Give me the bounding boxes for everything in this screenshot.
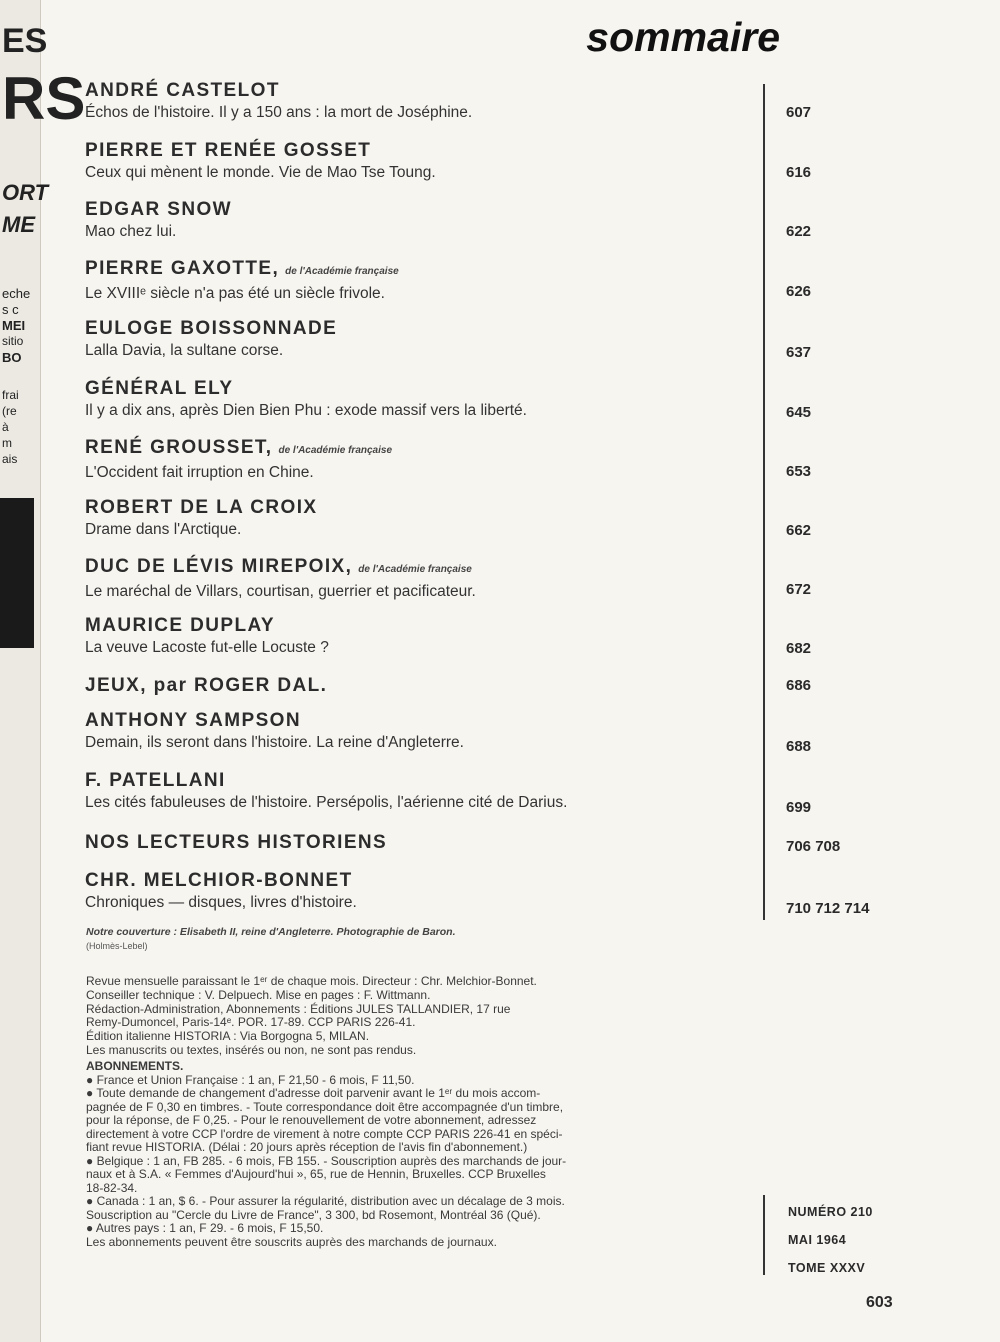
toc-entry[interactable] [85,80,765,124]
facing-page-fragment: ais [2,452,18,466]
issue-number: NUMÉRO 210 [788,1205,873,1219]
entry-author: DUC DE LÉVIS MIREPOIX, de l'Académie française [85,556,472,577]
entry-page-number: 662 [786,522,812,539]
entry-author: ROBERT DE LA CROIX [85,497,318,518]
entry-author: EDGAR SNOW [85,199,232,220]
entry-author: PIERRE GAXOTTE, de l'Académie française [85,258,399,279]
subscriptions-line: ● Canada : 1 an, $ 6. - Pour assurer la régularité, distribution avec un décalage de 3 mois. [86,1194,565,1208]
toc-entry[interactable] [85,258,765,305]
masthead-line: Revue mensuelle paraissant le 1ᵉʳ de chaque mois. Directeur : Chr. Melchior-Bonnet. [86,974,537,988]
toc-entry[interactable] [85,140,765,184]
entry-description: Le maréchal de Villars, courtisan, guerrier et pacificateur. [85,583,476,600]
issue-tome: TOME XXXV [788,1261,866,1275]
facing-page-fragment: sitio [2,334,24,348]
facing-page-fragment: eche [2,286,31,301]
entry-page-number: 672 [786,581,812,598]
masthead-line: Les manuscrits ou textes, insérés ou non, ne sont pas rendus. [86,1042,417,1057]
subscriptions-line: Souscription au "Cercle du Livre de France", 3 300, bd Rosemont, Montréal 36 (Qué). [86,1207,541,1222]
entry-page-number: 607 [786,104,812,121]
entry-page-number: 626 [786,283,812,300]
cover-photo-credit: (Holmès-Lebel) [86,941,148,951]
entry-description: Ceux qui mènent le monde. Vie de Mao Tse Toung. [85,164,436,181]
entry-page-number: 645 [786,404,812,421]
entry-author: MAURICE DUPLAY [85,615,275,636]
masthead-line: Édition italienne HISTORIA : Via Borgogna 5, MILAN. [86,1029,370,1044]
entry-description: Il y a dix ans, après Dien Bien Phu : exode massif vers la liberté. [85,402,527,419]
facing-page-fragment: ORT [2,180,49,205]
subscriptions-line: ● Belgique : 1 an, FB 285. - 6 mois, FB 155. - Souscription auprès des marchands de jour- [86,1153,567,1168]
subscriptions-heading: ABONNEMENTS. [86,1059,184,1073]
subscriptions-block [86,1060,746,1249]
toc-entry[interactable] [85,437,765,484]
entry-page-number: 706 708 [786,838,841,855]
facing-page-fragment: BO [2,350,22,365]
entry-description: Mao chez lui. [85,223,177,240]
entry-description: La veuve Lacoste fut-elle Locuste ? [85,639,329,656]
entry-page-number: 682 [786,640,812,657]
facing-page-strip [0,0,86,1342]
subscriptions-line: naux et à S.A. « Femmes d'Aujourd'hui », 65, rue de Hennin, Bruxelles. CCP Bruxelles [86,1167,546,1181]
entry-page-number: 710 712 714 [786,900,870,917]
facing-page-fragment: ME [2,212,35,237]
subscriptions-line: fiant revue HISTORIA. (Délai : 20 jours après réception de l'avis fin d'abonnement.) [86,1140,528,1154]
entry-page-number: 688 [786,738,812,755]
entry-author: RENÉ GROUSSET, de l'Académie française [85,437,393,458]
subscriptions-line: pour la réponse, de F 0,25. - Pour le renouvellement de votre abonnement, adressez [86,1113,537,1127]
academy-note: de l'Académie française [278,445,393,456]
masthead-block [86,975,746,1058]
issue-rule [763,1195,765,1275]
toc-entry[interactable] [85,832,765,854]
entry-description: Les cités fabuleuses de l'histoire. Persépolis, l'aérienne cité de Darius. [85,794,568,811]
facing-page-fragment: MEI [2,318,26,333]
entry-page-number: 686 [786,677,812,694]
toc-entry[interactable] [85,556,765,603]
toc-entry[interactable] [85,710,765,754]
toc-entry[interactable] [85,770,765,814]
page-folio: 603 [866,1294,893,1311]
facing-page-fragment: à [2,420,9,434]
entry-author: JEUX, par ROGER DAL. [85,675,328,696]
toc-entry[interactable] [85,318,765,362]
entry-author: CHR. MELCHIOR-BONNET [85,870,353,891]
page-title: sommaire [586,14,780,60]
entry-page-number: 637 [786,344,812,361]
subscriptions-line: ● France et Union Française : 1 an, F 21,50 - 6 mois, F 11,50. [86,1072,415,1087]
cover-caption: Notre couverture : Elisabeth II, reine d'Angleterre. Photographie de Baron. [86,926,456,938]
entry-description: Chroniques — disques, livres d'histoire. [85,894,357,911]
toc-entry[interactable] [85,199,765,243]
entry-author: PIERRE ET RENÉE GOSSET [85,140,372,161]
toc-entry[interactable] [85,615,765,659]
entry-author: ANTHONY SAMPSON [85,710,301,731]
toc-entry[interactable] [85,870,765,914]
entry-description: Lalla Davia, la sultane corse. [85,342,284,359]
academy-note: de l'Académie française [285,266,399,277]
entry-author: F. PATELLANI [85,770,226,791]
toc-entry[interactable] [85,675,765,697]
toc-entry[interactable] [85,378,765,422]
masthead-line: Remy-Dumoncel, Paris-14ᵉ. POR. 17-89. CCP PARIS 226-41. [86,1015,416,1030]
entry-description: Échos de l'histoire. Il y a 150 ans : la mort de Joséphine. [85,104,473,121]
toc-entry[interactable] [85,497,765,541]
entry-page-number: 616 [786,164,812,181]
facing-page-fragment: RS [2,65,86,132]
entry-author: ANDRÉ CASTELOT [85,80,280,101]
academy-note: de l'Académie française [358,564,472,575]
facing-page-fragment: frai [2,388,19,402]
entry-description: Demain, ils seront dans l'histoire. La reine d'Angleterre. [85,734,464,751]
subscriptions-line: ● Toute demande de changement d'adresse doit parvenir avant le 1ᵉʳ du mois accom- [86,1086,541,1100]
entry-page-number: 699 [786,799,812,816]
entry-page-number: 653 [786,463,812,480]
entry-author: EULOGE BOISSONNADE [85,318,338,339]
entry-author: NOS LECTEURS HISTORIENS [85,832,388,853]
masthead-line: Conseiller technique : V. Delpuech. Mise en pages : F. Wittmann. [86,987,431,1002]
entry-author: GÉNÉRAL ELY [85,378,234,399]
subscriptions-line: ● Autres pays : 1 an, F 29. - 6 mois, F 15,50. [86,1221,324,1235]
subscriptions-line: Les abonnements peuvent être souscrits auprès des marchands de journaux. [86,1234,497,1249]
facing-page-black-band [0,498,34,648]
facing-page-fragment: s c [2,302,19,317]
issue-date: MAI 1964 [788,1233,847,1247]
subscriptions-line: 18-82-34. [86,1180,138,1195]
facing-page-fragment: (re [2,404,17,418]
subscriptions-line: pagnée de F 0,30 en timbres. - Toute correspondance doit être accompagnée d'un timbre, [86,1099,564,1114]
entry-description: Le XVIIIᵉ siècle n'a pas été un siècle frivole. [85,285,385,302]
entry-description: L'Occident fait irruption en Chine. [85,464,314,481]
subscriptions-line: directement à votre CCP l'ordre de virement à notre compte CCP PARIS 226-41 en spéci- [86,1126,563,1141]
entry-page-number: 622 [786,223,812,240]
masthead-line: Rédaction-Administration, Abonnements : Éditions JULES TALLANDIER, 17 rue [86,1001,511,1016]
facing-page-fragment: ES [2,22,48,60]
entry-description: Drame dans l'Arctique. [85,521,242,538]
facing-page-fragment: m [2,436,12,450]
